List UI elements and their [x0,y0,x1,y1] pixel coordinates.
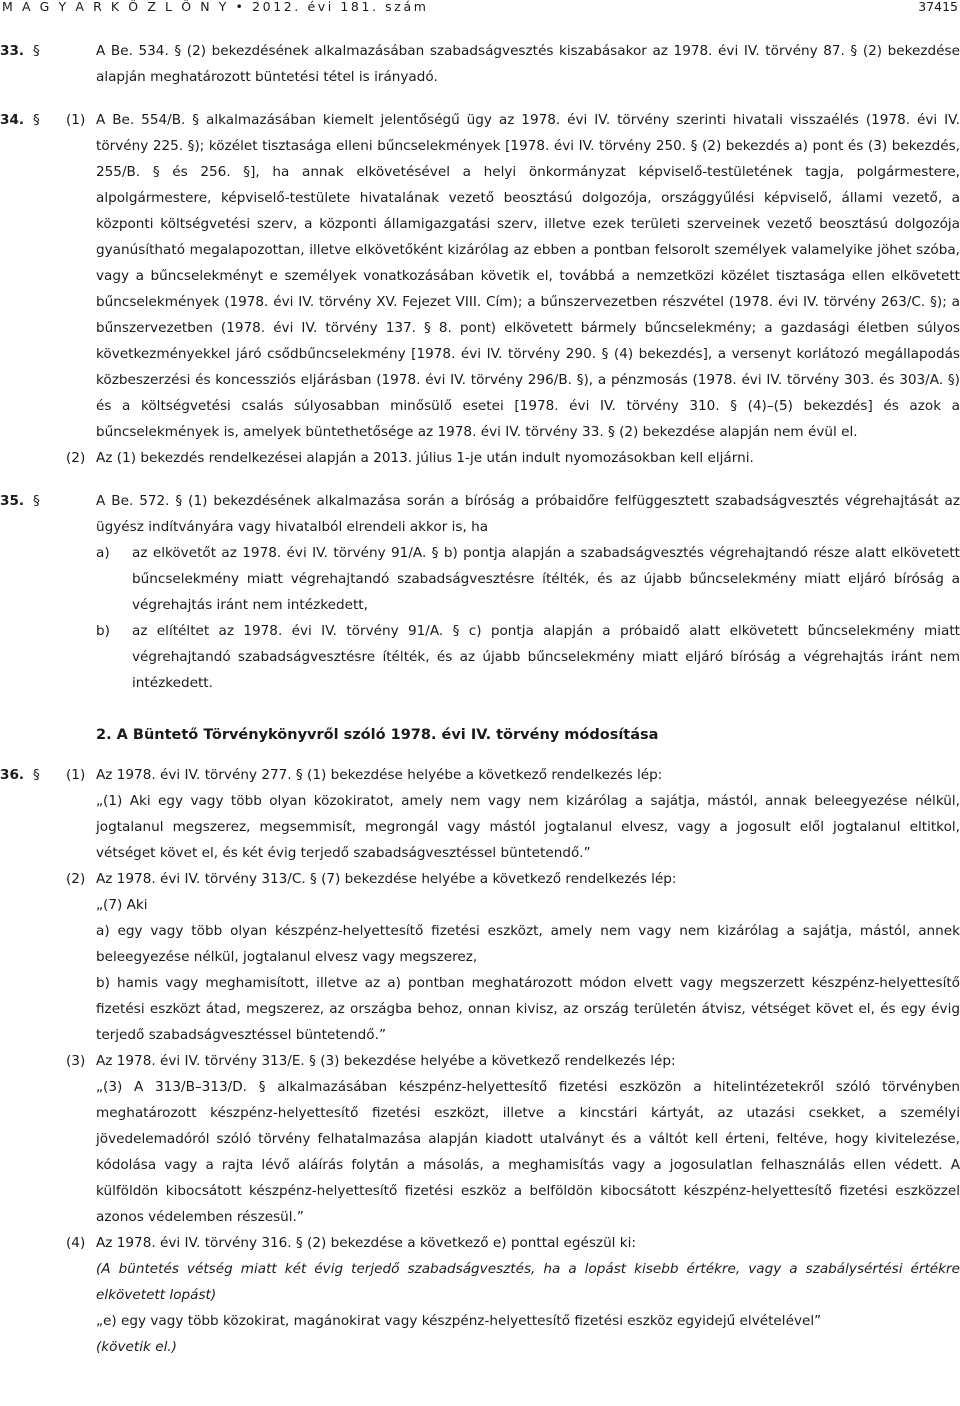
section-sign: § [33,43,40,59]
section-36-paragraph-2 [0,866,960,1048]
section-number: 36. [0,767,25,783]
section-number: 35. [0,493,25,509]
section-34-paragraph-2 [0,445,960,471]
document-body [0,38,960,1360]
paragraph-text: A Be. 554/B. § alkalmazásában kiemelt jelentőségű ügy az 1978. évi IV. törvény szerinti hivatali visszaélés (1978. évi IV. törvény 225. §); közélet tisztasága elleni bűncselekmények [1978. évi IV. törvény 250. § (2) bekezdés a) pont és (3) bekezdés, 255/B. § és 256. §], ha annak elkövetésével a helyi önkormányzat képviselő-testületének tagja, polgármestere, alpolgármestere, képviselő-testülete hivatalának vezető beosztású dolgozója, országgyűlési képviselő, állami vezető, a központi költségvetési szerv, a központi államigazgatási szerv, illetve ezek területi szerveinek vezető beosztású dolgozója gyanúsítható megalapozottan, illetve elkövetőként kizárólag az ebben a pontban felsorolt személyek valamelyike jöhet szóba, vagy a bűncselekményt e személyek vonatkozásában követik el, továbbá a nemzetközi közélet tisztasága ellen elkövetett bűncselekmények (1978. évi IV. törvény XV. Fejezet VIII. Cím); a bűnszervezetben részvétel (1978. évi IV. törvény 263/C. §); a bűnszervezetben (1978. évi IV. törvény 137. § 8. pont) elkövetett bármely bűncselekmény; a gazdasági életben súlyos következményekkel járó csődbűncselekmény [1978. évi IV. törvény 290. § (4) bekezdés], a versenyt korlátozó megállapodás közbeszerzési és koncessziós eljárásban (1978. évi IV. törvény 296/B. §), a pénzmosás (1978. évi IV. törvény 303. és 303/A. §) és a költségvetési csalás súlyosabban minősülő esetei [1978. évi IV. törvény 310. § (4)–(5) bekezdés] és azok a bűncselekmények is, amelyek büntethetősége az 1978. évi IV. törvény 33. § (2) bekezdése alapján nem évül el. [96,112,960,440]
section-heading: 2. A Büntető Törvénykönyvről szóló 1978. évi IV. törvény módosítása [96,727,659,743]
section-sign: § [33,112,40,128]
section-36-paragraph-4 [0,1230,960,1360]
page-header [0,0,960,16]
paragraph-label: (2) [66,450,86,466]
paragraph-intro: Az 1978. évi IV. törvény 313/E. § (3) bekezdése helyébe a következő rendelkezés lép: [96,1053,676,1069]
paragraph-text: Az (1) bekezdés rendelkezései alapján a 2013. július 1-je után indult nyomozásokban kell eljárni. [96,450,754,466]
quoted-point-b: b) hamis vagy meghamisított, illetve az a) pontban meghatározott módon elvett vagy megszerzett készpénz-helyettesítő fizetési eszközt átad, megszerez, az országba behoz, onnan kivisz, az ország területén átvisz, vétséget követ el, és egy évig terjedő szabadságvesztéssel büntetendő.” [96,975,960,1043]
gazette-title: M A G Y A R K Ö Z L Ö N Y • 2012. évi 181. szám [2,0,429,14]
section-number: 33. [0,43,25,59]
page-number: 37415 [918,0,958,14]
italic-context: (követik el.) [96,1339,177,1355]
item-text: az elítéltet az 1978. évi IV. törvény 91/A. § c) pontja alapján a próbaidő alatt elkövetett bűncselekmény miatt végrehajtandó szabadságvesztésre ítélték, és az újabb bűncselekmény miatt eljáró bíróság a végrehajtás iránt nem intézkedett. [132,623,960,691]
list-item [96,618,960,696]
section-sign: § [33,493,40,509]
list-item [96,540,960,618]
quoted-provision: „(7) Aki [96,897,148,913]
paragraph-label: (3) [66,1053,86,1069]
quoted-point-a: a) egy vagy több olyan készpénz-helyettesítő fizetési eszközt, amely nem vagy nem kizárólag a sajátja, mástól, annek beleegyezése nélkül, jogtalanul elvesz vagy megszerez, [96,923,960,965]
paragraph-label: (4) [66,1235,86,1251]
item-label: a) [96,545,110,561]
paragraph-label: (2) [66,871,86,887]
paragraph-intro: Az 1978. évi IV. törvény 313/C. § (7) bekezdése helyébe a következő rendelkezés lép: [96,871,677,887]
section-number: 34. [0,112,25,128]
section-33 [0,38,960,90]
section-35 [0,488,960,540]
quoted-provision: „(1) Aki egy vagy több olyan közokiratot, amely nem vagy nem kizárólag a sajátja, mástól, annak beleegyezése nélkül, jogtalanul megszerez, megsemmisít, megrongál vagy mástól jogtalanul elvesz, vagy a jogosult elől jogtalanul eltitkol, vétséget követ el, és két évig terjedő szabadságvesztéssel büntetendő.” [96,793,960,861]
section-sign: § [33,767,40,783]
paragraph-label: (1) [66,767,86,783]
section-36-paragraph-3 [0,1048,960,1230]
section-36 [0,762,960,866]
quoted-provision: „(3) A 313/B–313/D. § alkalmazásában készpénz-helyettesítő fizetési eszközön a hitelintézetekről szóló törvényben meghatározott készpénz-helyettesítő fizetési eszközt, illetve a kincstári kártyát, az utazási csekket, a személyi jövedelemadóról szóló törvény felhatalmazása alapján kiadott utalványt és a váltót kell érteni, feltéve, hogy kivitelezése, kódolása vagy a rajta lévő aláírás folytán a másolás, a meghamisítás vagy a jogosulatlan felhasználás ellen védett. A külföldön kibocsátott készpénz-helyettesítő fizetési eszköz a belföldön kibocsátott készpénz-helyettesítő fizetési eszközzel azonos védelemben részesül.” [96,1079,960,1225]
italic-context: (A büntetés vétség miatt két évig terjedő szabadságvesztés, ha a lopást kisebb értékre, vagy a szabálysértési értékre elkövetett lopást) [96,1261,960,1303]
section-text: A Be. 534. § (2) bekezdésének alkalmazásában szabadságvesztés kiszabásakor az 1978. évi IV. törvény 87. § (2) bekezdése alapján meghatározott büntetési tétel is irányadó. [96,43,960,85]
section-34 [0,107,960,445]
paragraph-intro: Az 1978. évi IV. törvény 316. § (2) bekezdése a következő e) ponttal egészül ki: [96,1235,637,1251]
paragraph-intro: Az 1978. évi IV. törvény 277. § (1) bekezdése helyébe a következő rendelkezés lép: [96,767,663,783]
section-text: A Be. 572. § (1) bekezdésének alkalmazása során a bíróság a próbaidőre felfüggesztett szabadságvesztés végrehajtását az ügyész indítványára vagy hivatalból elrendeli akkor is, ha [96,493,960,535]
item-label: b) [96,623,110,639]
quoted-provision: „e) egy vagy több közokirat, magánokirat vagy készpénz-helyettesítő fizetési eszköz egyidejű elvételével” [96,1313,822,1329]
item-text: az elkövetőt az 1978. évi IV. törvény 91/A. § b) pontja alapján a szabadságvesztés végrehajtandó része alatt elkövetett bűncselekmény miatt végrehajtandó szabadságvesztésre ítélték, és az újabb bűncselekmény miatt eljáró bíróság a végrehajtás iránt nem intézkedett, [132,545,960,613]
paragraph-label: (1) [66,112,86,128]
